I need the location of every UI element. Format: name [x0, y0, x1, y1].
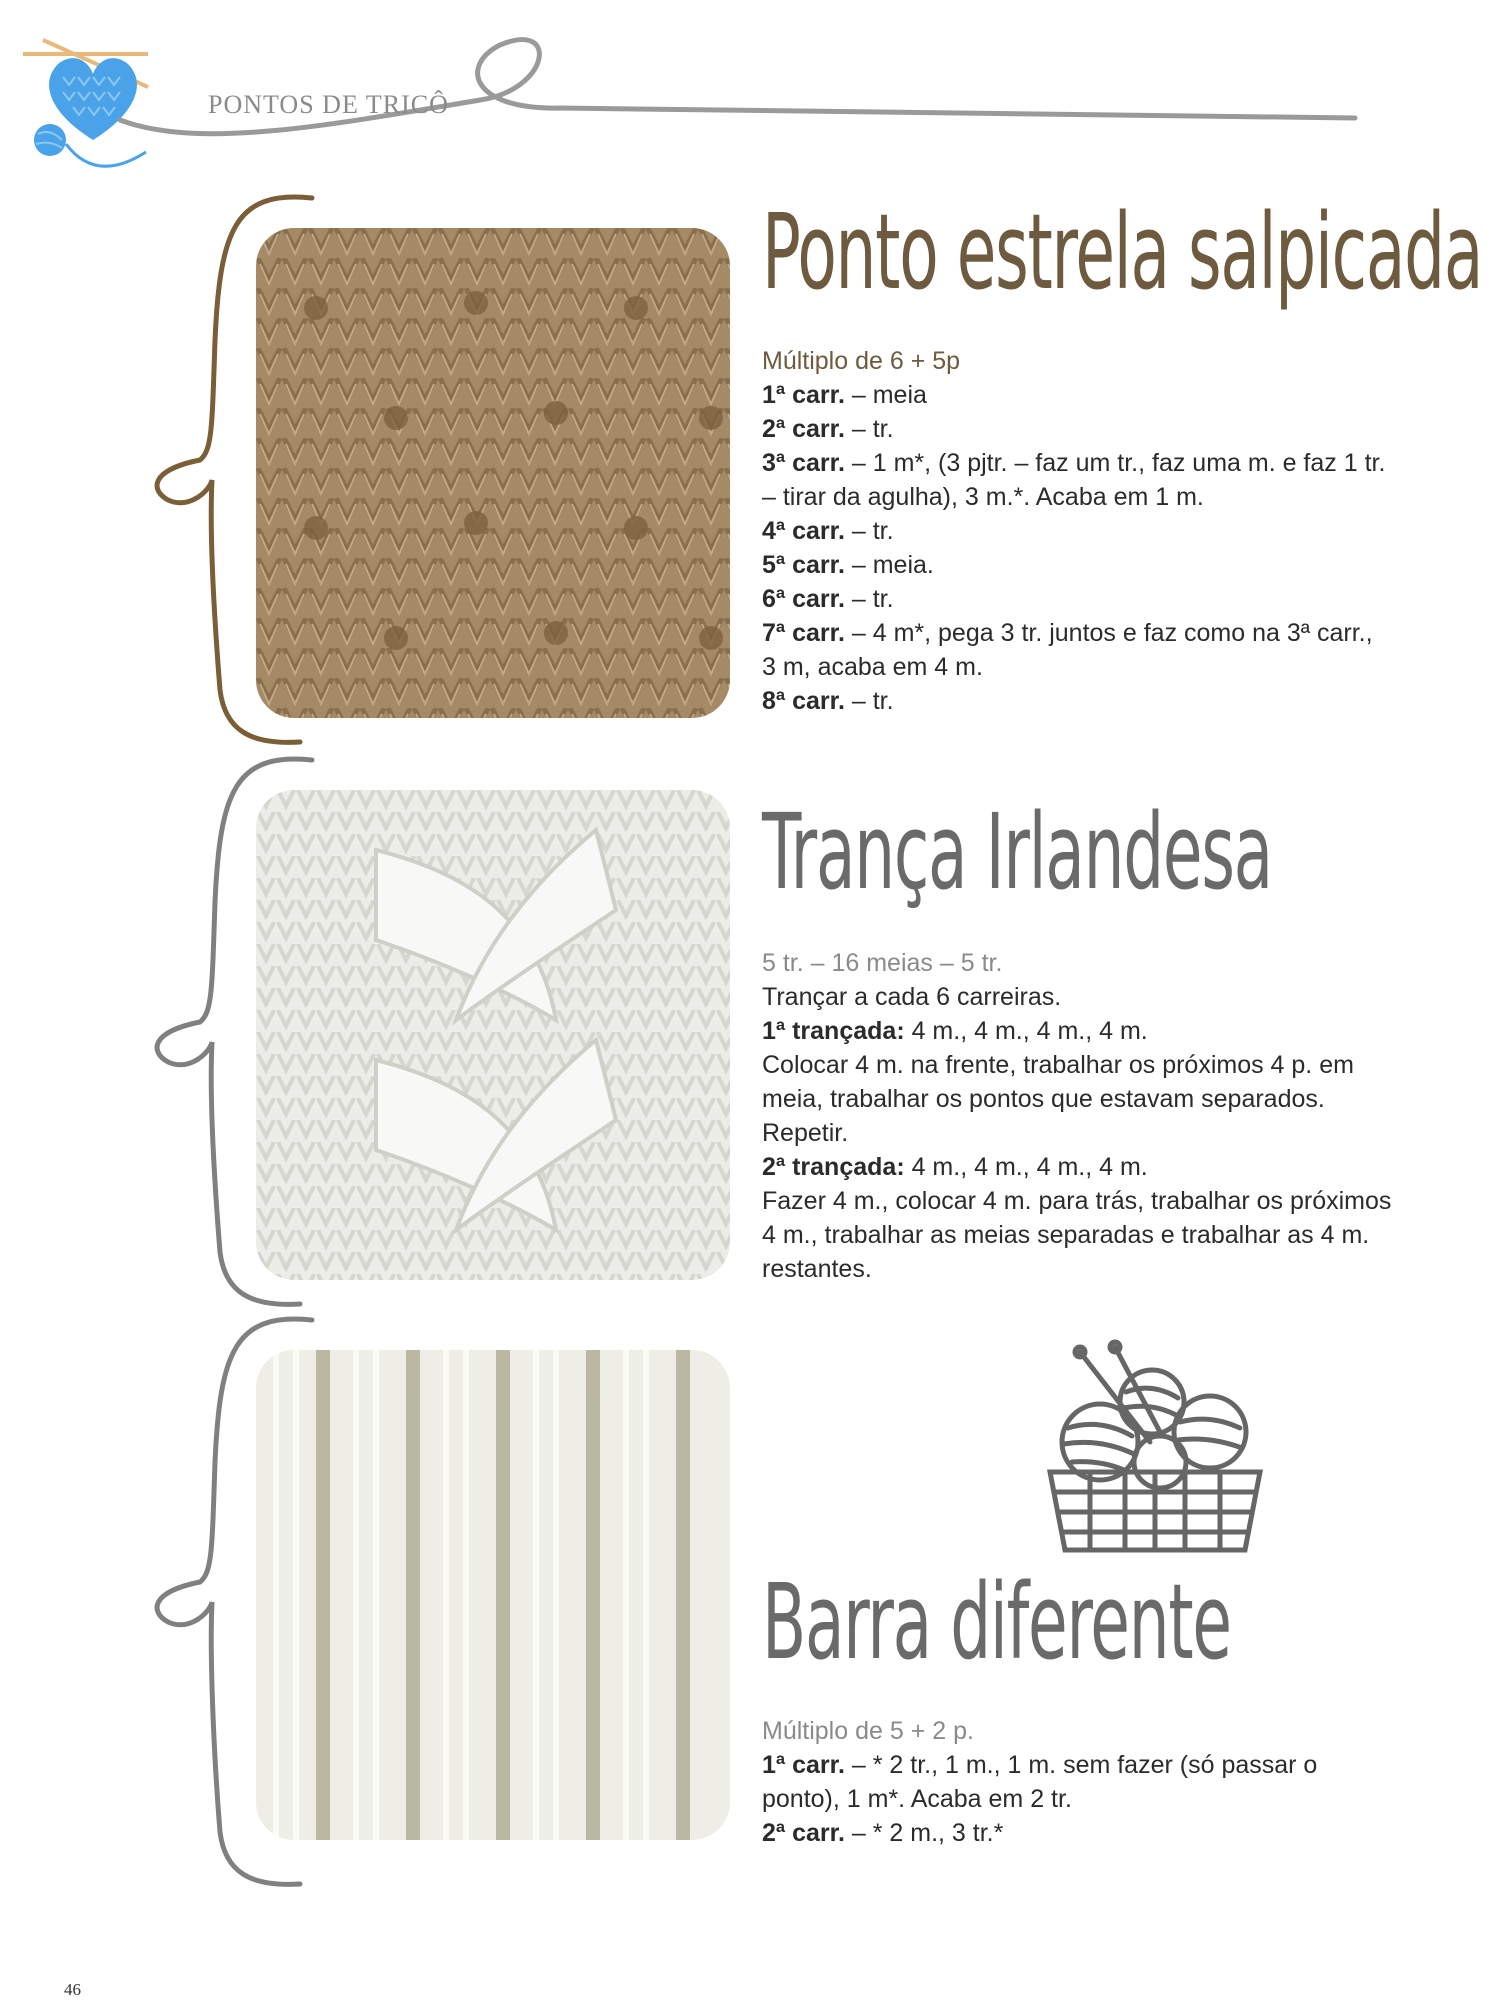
instruction-line: 5ª carr. – meia. — [762, 551, 934, 579]
stitch-title-estrela: Ponto estrela salpicada — [762, 191, 1483, 313]
page-number: 46 — [64, 1980, 81, 1999]
instruction-line: 6ª carr. – tr. — [762, 585, 894, 613]
subtitle: Múltiplo de 6 + 5p — [762, 347, 961, 375]
header-yarn-line — [0, 0, 1500, 160]
instruction-line: Colocar 4 m. na frente, trabalhar os próximos 4 p. em meia, trabalhar os pontos que estavam separados. Repetir. — [762, 1051, 1354, 1147]
instructions-estrela — [762, 344, 1392, 718]
swatch-photo-estrela — [256, 228, 730, 718]
stitch-title-barra: Barra diferente — [762, 1561, 1231, 1683]
swatch-photo-tranca — [256, 790, 730, 1280]
instruction-line: 4ª carr. – tr. — [762, 517, 894, 545]
instruction-line: 8ª carr. – tr. — [762, 687, 894, 715]
instruction-line: Fazer 4 m., colocar 4 m. para trás, trabalhar os próximos 4 m., trabalhar as meias separadas e trabalhar as 4 m. restantes. — [762, 1187, 1392, 1283]
instruction-line: 1ª trançada: 4 m., 4 m., 4 m., 4 m. — [762, 1017, 1148, 1045]
instructions-barra — [762, 1714, 1392, 1850]
section-title: PONTOS DE TRICÔ — [208, 90, 449, 119]
yarn-basket-icon — [1040, 1332, 1270, 1562]
instruction-line: 7ª carr. – 4 m*, pega 3 tr. juntos e faz como na 3ª carr., 3 m, acaba em 4 m. — [762, 619, 1373, 681]
instruction-line: 1ª carr. – meia — [762, 381, 927, 409]
instruction-line: 2ª carr. – tr. — [762, 415, 894, 443]
subtitle: 5 tr. – 16 meias – 5 tr. — [762, 949, 1003, 977]
subtitle: Múltiplo de 5 + 2 p. — [762, 1717, 974, 1745]
instruction-line: Trançar a cada 6 carreiras. — [762, 983, 1062, 1011]
instruction-line: 2ª trançada: 4 m., 4 m., 4 m., 4 m. — [762, 1153, 1148, 1181]
instructions-tranca — [762, 946, 1392, 1286]
instruction-line: 2ª carr. – * 2 m., 3 tr.* — [762, 1819, 1004, 1847]
swatch-photo-barra — [256, 1350, 730, 1840]
instruction-line: 3ª carr. – 1 m*, (3 pjtr. – faz um tr., faz uma m. e faz 1 tr. – tirar da agulha), 3 m.*. Acaba em 1 m. — [762, 449, 1386, 511]
instruction-line: 1ª carr. – * 2 tr., 1 m., 1 m. sem fazer (só passar o ponto), 1 m*. Acaba em 2 tr. — [762, 1751, 1318, 1813]
stitch-title-tranca: Trança Irlandesa — [762, 791, 1272, 913]
